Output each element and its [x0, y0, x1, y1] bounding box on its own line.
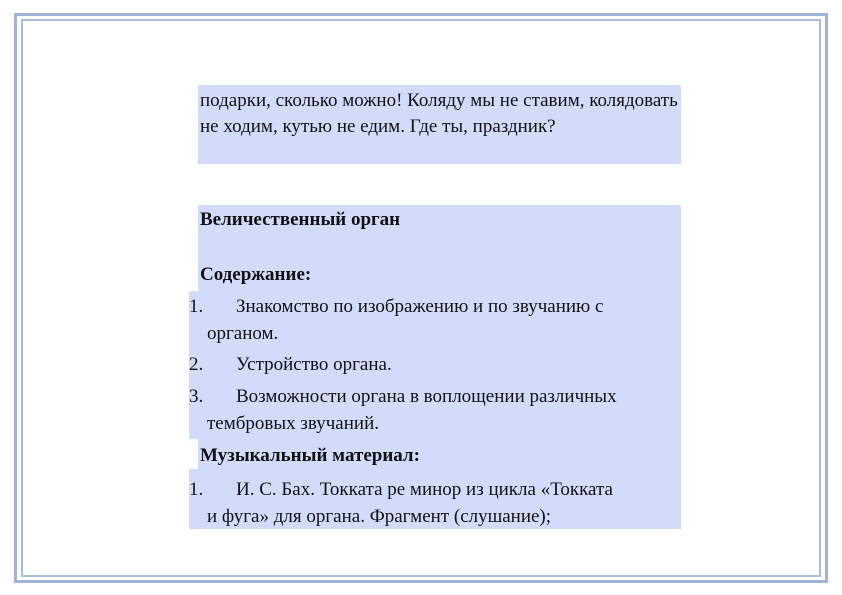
list-item-number: 1.	[189, 296, 204, 317]
list-item-number: 3.	[189, 386, 204, 407]
list-item-text-continued: органом.	[207, 323, 279, 344]
list-item-number: 2.	[189, 354, 204, 375]
music-heading: Музыкальный материал:	[200, 445, 420, 466]
content-heading: Содержание:	[200, 264, 312, 285]
list-item-text: Возможности органа в воплощении различных	[236, 386, 617, 407]
list-item-text-continued: тембровых звучаний.	[207, 413, 379, 434]
intro-paragraph: подарки, сколько можно! Коляду мы не ставим, колядовать не ходим, кутью не едим. Где ты, праздник?	[200, 90, 678, 137]
slide-title: Величественный орган	[200, 209, 401, 230]
list-item-text: Устройство органа.	[236, 354, 392, 375]
list-item-text-continued: и фуга» для органа. Фрагмент (слушание);	[207, 506, 552, 527]
list-item-number: 1.	[189, 479, 204, 500]
list-item-text: Знакомство по изображению и по звучанию с	[236, 296, 604, 317]
list-item-text: И. С. Бах. Токката ре минор из цикла «Токката	[236, 479, 613, 500]
